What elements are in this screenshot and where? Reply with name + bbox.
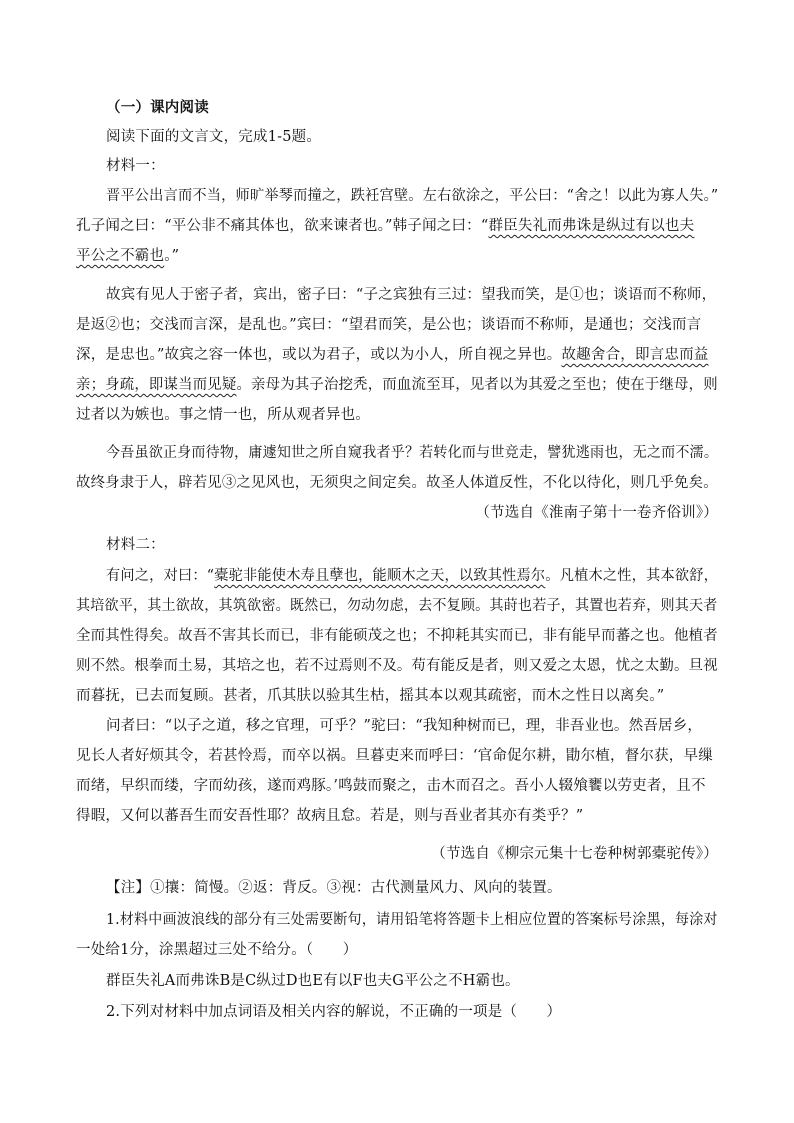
text-span: 。” xyxy=(164,248,180,264)
material1-p2-line2: 是返②也；交浅而言深，是乱也。”宾曰：“望君而笑，是公也；谈语而不称师，是通也；交浅而言 xyxy=(76,317,702,333)
question1-line3: 群臣失礼A而弗诛B是C纵过D也E有以F也夫G平公之不H霸也。 xyxy=(106,973,520,989)
question1-line2: 一处给1分，涂黑超过三处不给分。（ ） xyxy=(76,942,358,958)
wavy-underlined-text: 平公之不霸也 xyxy=(76,248,165,264)
material1-p2-line4 xyxy=(76,375,718,395)
wavy-underlined-text: 故趣舍合，即言忠而益 xyxy=(561,347,709,363)
question1-line1: 1.材料中画波浪线的部分有三处需要断句，请用铅笔将答题卡上相应位置的答案标号涂黑，每涂对 xyxy=(106,912,718,928)
material1-p1-line1: 晋平公出言而不当，师旷举琴而撞之，跌衽宫壁。左右欲涂之，平公曰：“舍之！以此为寡人失。” xyxy=(106,188,719,204)
text-span: 深，是忠也。”故宾之容一体也，或以为君子，或以为小人，所自视之异也。 xyxy=(76,347,562,363)
material2-p2-line1: 问者曰：“以子之道，移之官理，可乎？”驼曰：“我知种树而已，理，非吾业也。然吾居乡， xyxy=(106,718,703,734)
material1-p2-line1: 故宾有见人于密子者，宾出，密子曰：“子之宾独有三过：望我而笑，是①也；谈语而不称师， xyxy=(106,287,717,303)
wavy-underlined-text: 亲；身疏，即谋当而见疑 xyxy=(76,377,237,393)
material2-p1-line5: 而暮抚，已去而复顾。甚者，爪其肤以验其生枯，摇其本以观其疏密，而木之性日以离矣。” xyxy=(76,688,665,704)
material2-p2-line2: 见长人者好烦其令，若甚怜焉，而卒以祸。旦暮吏来而呼曰：‘官命促尔耕，勖尔植，督尔获，早缫 xyxy=(76,748,713,764)
material2-p1-line1 xyxy=(106,566,718,586)
text-span: 有问之，对曰：“ xyxy=(106,568,215,584)
material1-p3-line2: 故终身隶于人，辟若见③之见风也，无须臾之间定矣。故圣人体道反性，不化以待化，则几乎免矣。 xyxy=(76,475,718,491)
wavy-underlined-text: 群臣失礼而弗诛是纵过有以也夫 xyxy=(488,218,695,234)
text-span: 。凡植木之性，其本欲舒， xyxy=(545,568,719,584)
material1-source: （节选自《淮南子第十一卷齐俗训》） xyxy=(475,505,718,521)
material2-p2-line3: 而绪，早织而缕，字而幼孩，遂而鸡豚。’鸣鼓而聚之，击木而召之。吾小人辍飧饔以劳吏者，且不 xyxy=(76,778,706,794)
question2-line1: 2.下列对材料中加点词语及相关内容的解说，不正确的一项是（ ） xyxy=(106,1004,562,1020)
material2-label: 材料二： xyxy=(106,537,165,553)
instruction: 阅读下面的文言文，完成1-5题。 xyxy=(106,129,322,145)
section-title: （一）课内阅读 xyxy=(106,100,209,116)
material1-label: 材料一： xyxy=(106,158,165,174)
material2-source: （节选自《柳宗元集十七卷种树郭橐驼传》） xyxy=(431,846,718,862)
material2-p1-line3: 全而其性得矣。故吾不害其长而已，非有能硕茂之也；不抑耗其实而已，非有能早而蕃之也。他植者 xyxy=(76,628,718,644)
text-span: 。亲母为其子治挖秃，而血流至耳，见者以为其爱之至也；使在于继母，则 xyxy=(236,377,718,393)
wavy-underlined-text: 橐驼非能使木寿且孽也，能顺木之天，以致其性焉尔 xyxy=(214,568,546,584)
material2-p1-line4: 则不然。根拳而土易，其培之也，若不过焉则不及。苟有能反是者，则又爱之太恩，忧之太勤。旦视 xyxy=(76,658,718,674)
material1-p2-line5: 过者以为嫉也。事之情一也，所从观者异也。 xyxy=(76,407,370,423)
material2-p2-line4: 得暇，又何以蕃吾生而安吾性耶？故病且怠。若是，则与吾业者其亦有类乎？” xyxy=(76,808,584,824)
material1-p1-line2 xyxy=(76,216,694,236)
material1-p1-line3 xyxy=(76,246,179,266)
footnote: 【注】①攘：简慢。②返：背反。③视：古代测量风力、风向的装置。 xyxy=(106,880,562,896)
material2-p1-line2: 其培欲平，其土欲故，其筑欲密。既然已，勿动勿虑，去不复顾。其莳也若子，其置也若弃，则其天者 xyxy=(76,598,718,614)
material1-p3-line1: 今吾虽欲正身而待物，庸遽知世之所自窥我者乎？若转化而与世竞走，譬犹逃雨也，无之而不濡。 xyxy=(106,445,719,461)
text-span: 孔子闻之曰：“平公非不痛其体也，欲来谏者也。”韩子闻之曰：“ xyxy=(76,218,489,234)
material1-p2-line3 xyxy=(76,345,708,365)
